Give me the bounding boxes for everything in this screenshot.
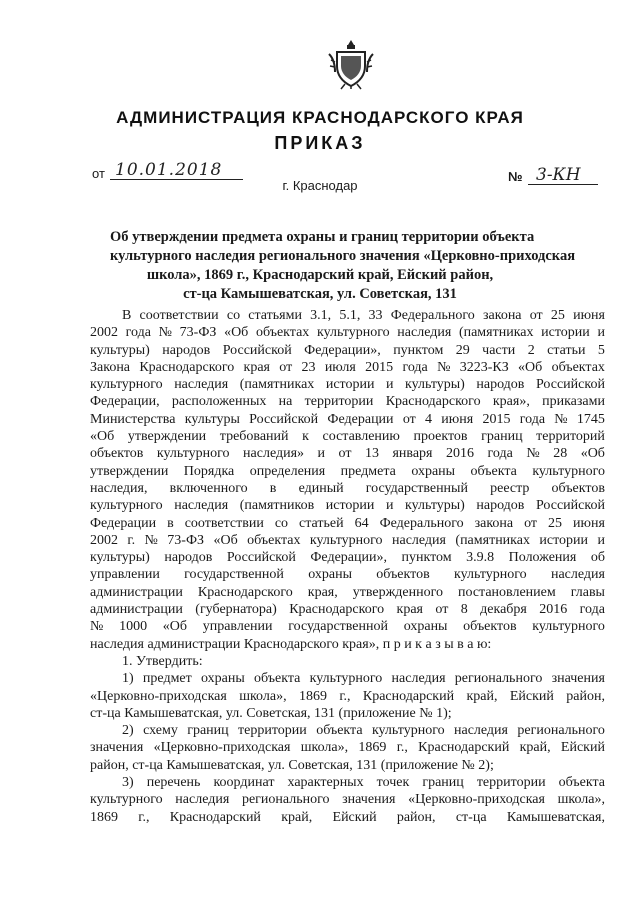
title-line: ст-ца Камышеватская, ул. Советская, 131	[183, 286, 457, 302]
body-line: № 1000 «Об управлении государственной охраны объектов культурного	[90, 619, 605, 635]
body-line: администрации (губернатора) Краснодарского края от 8 декабря 2016 года	[90, 602, 605, 618]
body-line: В соответствии со статьями 3.1, 5.1, 33 Федерального закона от 25 июня	[122, 308, 605, 323]
number-label: №	[508, 169, 523, 184]
body-line: администрации Краснодарского края, утвержденного постановлением главы	[90, 584, 605, 600]
body-line: Закона Краснодарского края от 23 июля 2015 года № 3223-КЗ «Об объектах	[90, 359, 605, 375]
document-body	[90, 307, 605, 826]
number-underline	[528, 184, 598, 185]
body-line: значения «Церковно-приходская школа», 1869 г., Краснодарский край, Ейский	[90, 740, 605, 756]
body-line: 2002 года № 73-ФЗ «Об объектах культурного наследия (памятниках истории и	[90, 325, 605, 341]
document-type: ПРИКАЗ	[274, 133, 366, 153]
city: г. Краснодар	[282, 178, 358, 193]
body-line: управлении государственной охраны объектов культурного наследия	[90, 567, 605, 583]
body-line: культуры) народов Российской Федерации», пунктом 3.9.8 Положения об	[90, 550, 605, 566]
body-line: «Об утверждении требований к составлению проектов границ территорий	[90, 429, 605, 445]
number-value: 3-КН	[536, 165, 581, 185]
body-line: культурного наследия (памятниках истории и культуры) народов Российской	[90, 377, 605, 393]
date-label: от	[92, 166, 105, 181]
body-line: ст-ца Камышеватская, ул. Советская, 131 (приложение № 1);	[90, 705, 452, 721]
body-line: культурного наследия (памятников истории и культуры) народов Российской	[90, 498, 605, 514]
organization-name: АДМИНИСТРАЦИЯ КРАСНОДАРСКОГО КРАЯ	[116, 108, 524, 127]
body-line: Министерства культуры Российской Федерации от 4 июня 2015 года № 1745	[90, 411, 605, 427]
coat-of-arms-icon	[327, 38, 375, 90]
title-line: школа», 1869 г., Краснодарский край, Ейский район,	[146, 267, 494, 283]
date-value: 10.01.2018	[115, 160, 223, 180]
body-line: 1869 г., Краснодарский край, Ейский район, ст-ца Камышеватская,	[90, 809, 605, 825]
body-line: наследия администрации Краснодарского края», п р и к а з ы в а ю:	[90, 636, 492, 652]
body-line: объектов культурного наследия» и от 13 января 2016 года № 28 «Об	[90, 446, 605, 462]
body-line: 2) схему границ территории объекта культурного наследия регионального	[122, 723, 605, 739]
body-line: культуры) народов Российской Федерации», пунктом 29 части 2 статьи 5	[90, 342, 605, 358]
body-line: 3) перечень координат характерных точек границ территории объекта	[122, 775, 605, 791]
title-line: Об утверждении предмета охраны и границ территории объекта	[110, 229, 535, 245]
body-line: 2002 г. № 73-ФЗ «Об объектах культурного наследия (памятниках истории и	[90, 532, 605, 548]
title-line: культурного наследия регионального значения «Церковно-приходская	[110, 248, 576, 264]
body-line: «Церковно-приходская школа», 1869 г., Краснодарский край, Ейский район,	[90, 688, 605, 704]
body-line: наследия, включенного в единый государственный реестр объектов	[90, 480, 605, 496]
body-line: культурного наследия регионального значения «Церковно-приходская школа»,	[90, 792, 605, 808]
body-line: 1. Утвердить:	[122, 653, 203, 669]
body-line: район, ст-ца Камышеватская, ул. Советская, 131 (приложение № 2);	[90, 757, 494, 773]
body-line: утверждении Порядка определения предмета охраны объекта культурного	[90, 463, 605, 479]
body-line: Федерации, расположенных на территории Краснодарского края», приказами	[90, 394, 605, 410]
document-title	[110, 228, 576, 304]
body-line: 1) предмет охраны объекта культурного наследия регионального значения	[122, 671, 605, 687]
body-line: Федерации в соответствии со статьей 64 Федерального закона от 25 июня	[90, 515, 605, 531]
